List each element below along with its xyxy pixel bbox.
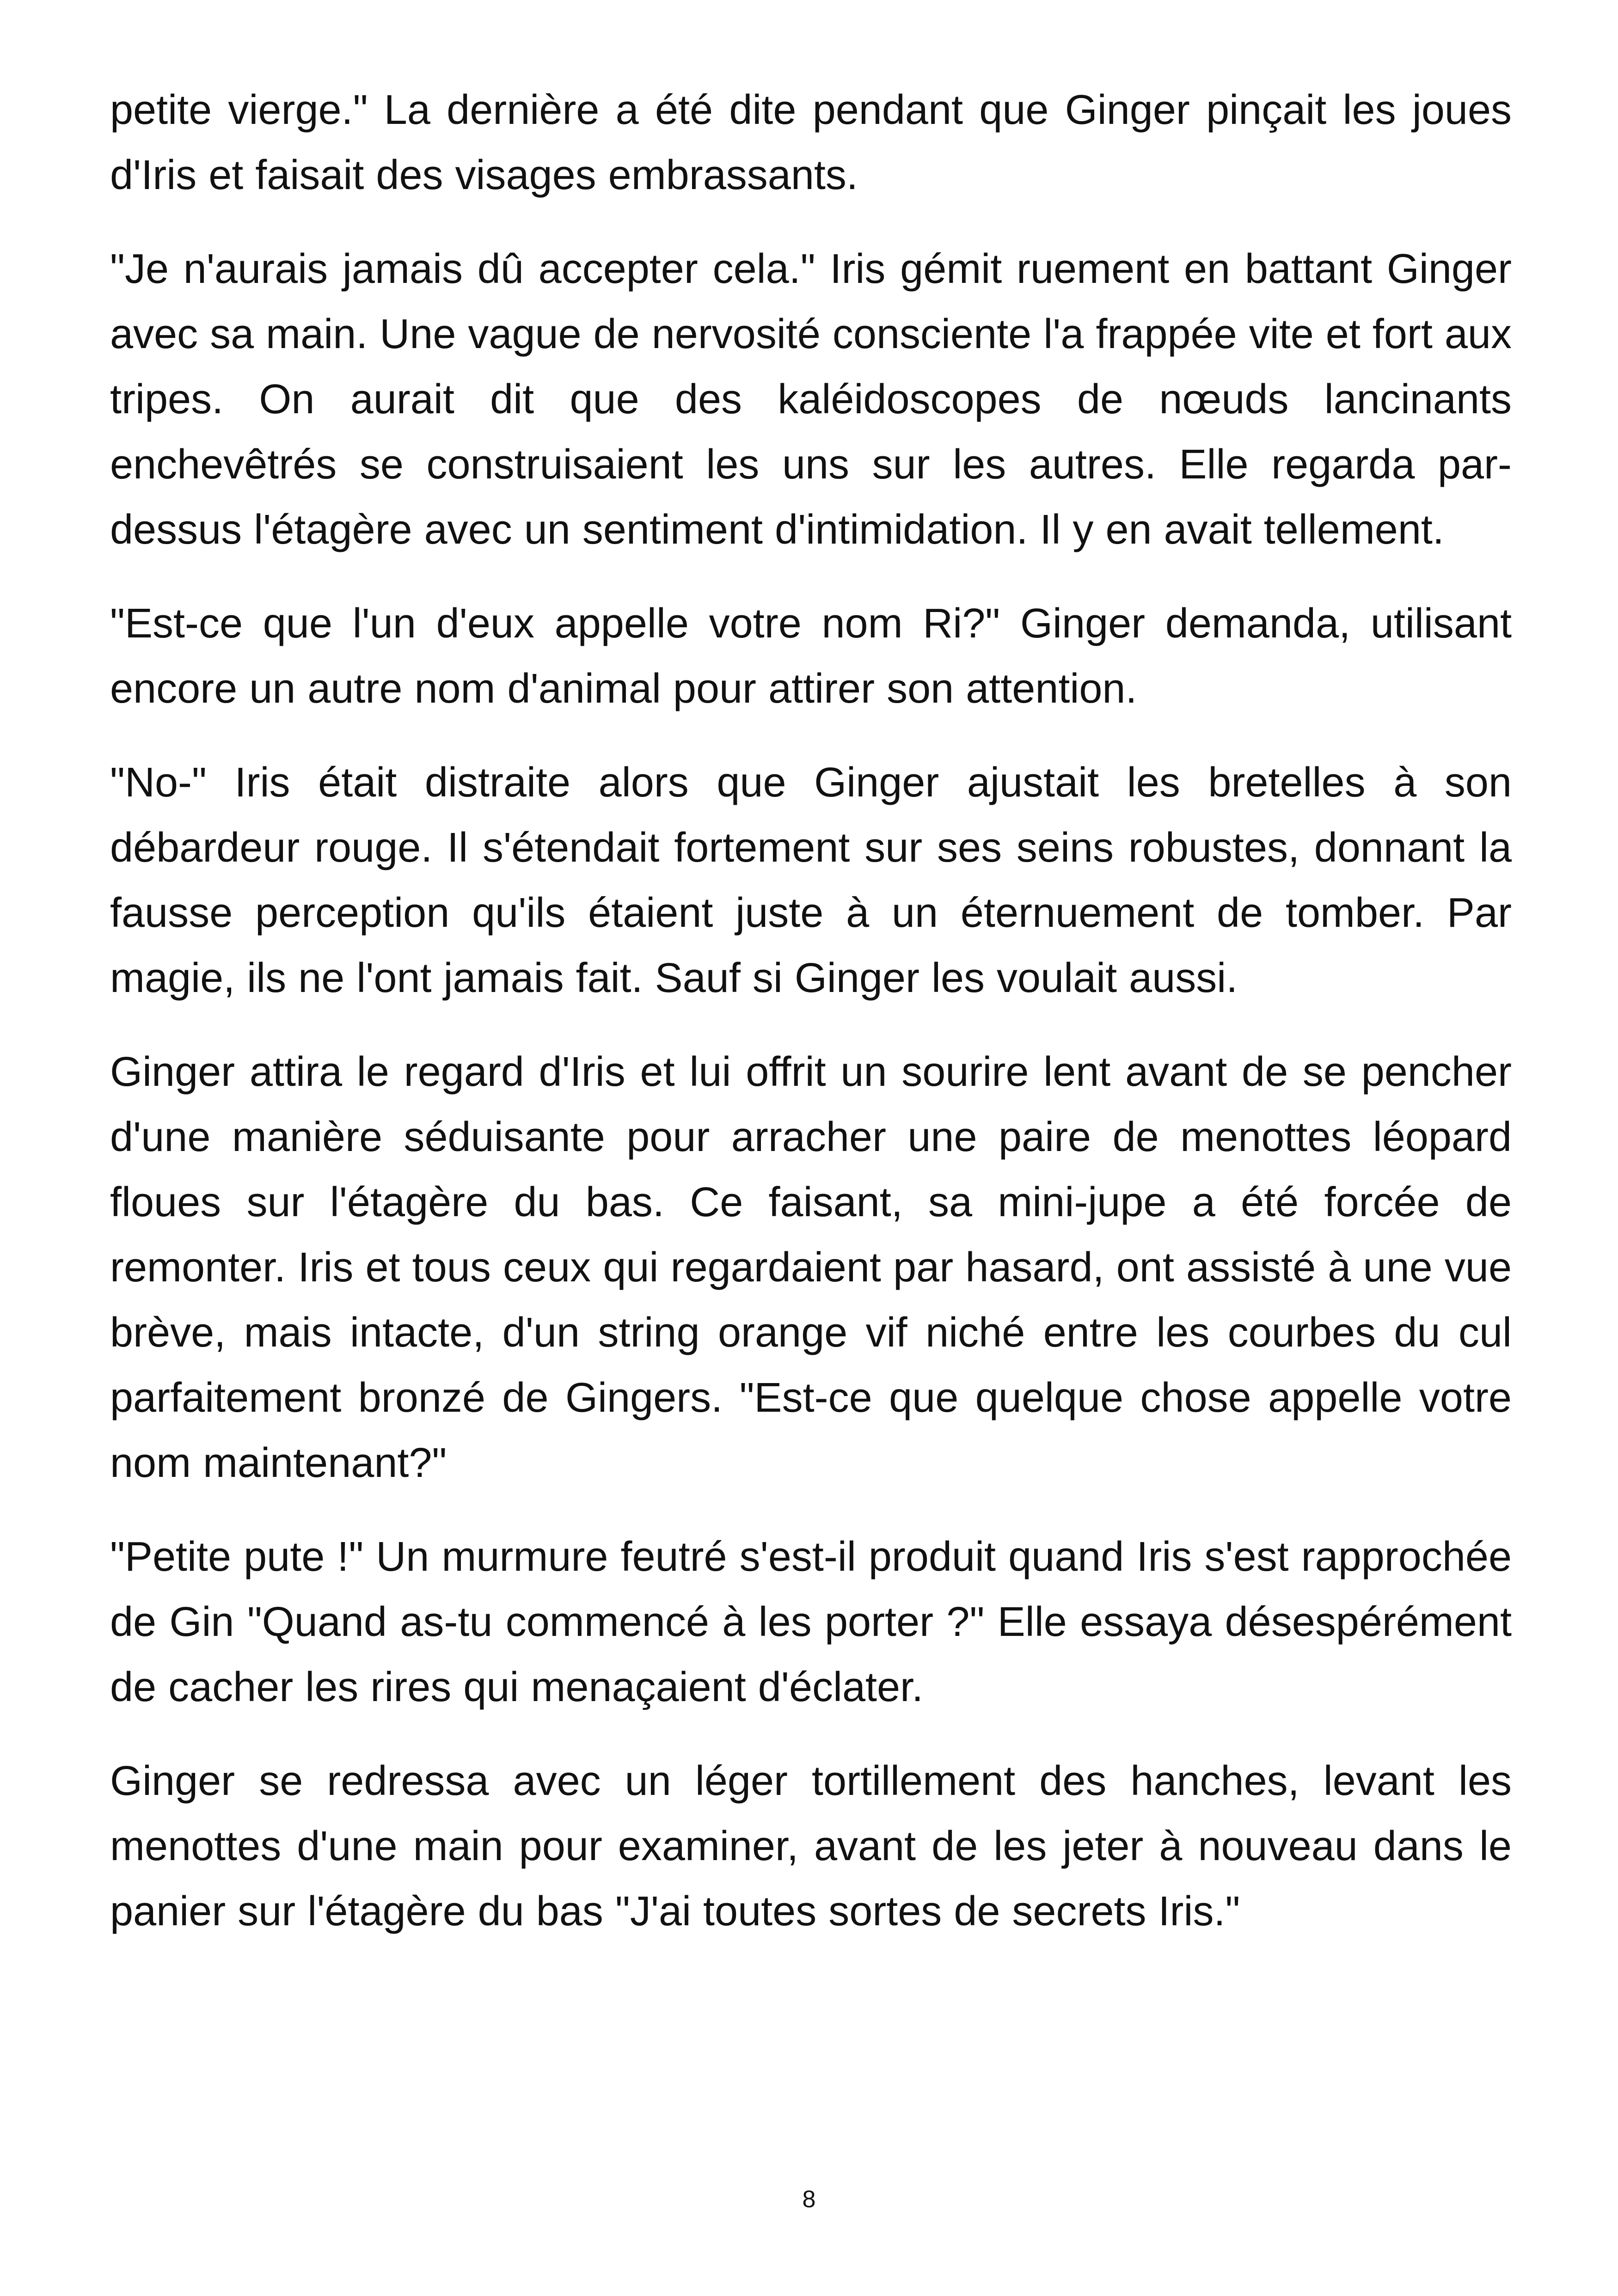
paragraph: Ginger se redressa avec un léger tortillement des hanches, levant les menottes d'une main pour examiner, avant de les jeter à nouveau dans le panier sur l'étagère du bas "J'ai toutes sortes de secrets Iris." <box>110 1758 1512 1935</box>
paragraph: "Je n'aurais jamais dû accepter cela." Iris gémit ruement en battant Ginger avec sa main. Une vague de nervosité consciente l'a frappée vite et fort aux tripes. On aurait dit que des kaléidoscopes de nœuds lancinants enchevêtrés se construisaient les uns sur les autres. Elle regarda par-dessus l'étagère avec un sentiment d'intimidation. Il y en avait tellement. <box>110 246 1512 553</box>
paragraph: "No-" Iris était distraite alors que Ginger ajustait les bretelles à son débardeur rouge. Il s'étendait fortement sur ses seins robustes, donnant la fausse perception qu'ils étaient juste à un éternuement de tomber. Par magie, ils ne l'ont jamais fait. Sauf si Ginger les voulait aussi. <box>110 759 1512 1001</box>
paragraph: "Petite pute !" Un murmure feutré s'est-il produit quand Iris s'est rapprochée de Gin "Quand as-tu commencé à les porter ?" Elle essaya désespérément de cacher les rires qui menaçaient d'éclater. <box>110 1534 1512 1710</box>
paragraph: "Est-ce que l'un d'eux appelle votre nom Ri?" Ginger demanda, utilisant encore un autre nom d'animal pour attirer son attention. <box>110 600 1512 712</box>
paragraph: Ginger attira le regard d'Iris et lui offrit un sourire lent avant de se pencher d'une manière séduisante pour arracher une paire de menottes léopard floues sur l'étagère du bas. Ce faisant, sa mini-jupe a été forcée de remonter. Iris et tous ceux qui regardaient par hasard, ont assisté à une vue brève, mais intacte, d'un string orange vif niché entre les courbes du cul parfaitement bronzé de Gingers. "Est-ce que quelque chose appelle votre nom maintenant?" <box>110 1049 1512 1486</box>
page-number: 8 <box>802 2186 816 2213</box>
body-text <box>110 78 1512 1973</box>
paragraph: petite vierge." La dernière a été dite pendant que Ginger pinçait les joues d'Iris et faisait des visages embrassants. <box>110 87 1512 198</box>
